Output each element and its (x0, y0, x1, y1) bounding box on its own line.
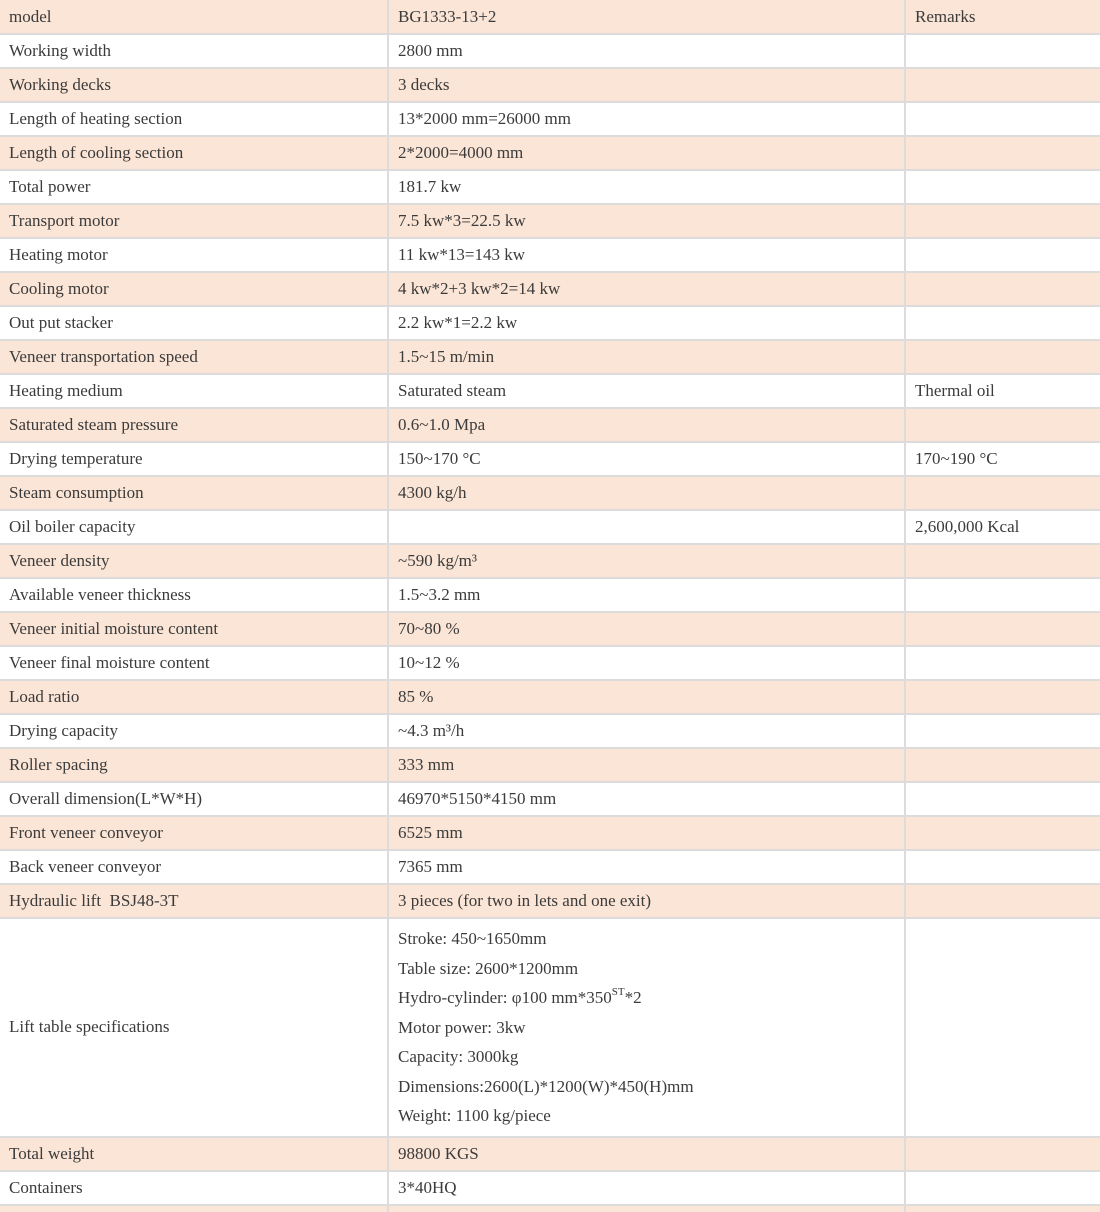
table-row (0, 272, 1100, 306)
table-row (0, 340, 1100, 374)
spec-name-cell: Saturated steam pressure (0, 408, 388, 442)
spec-name-cell: Veneer density (0, 544, 388, 578)
spec-remark-cell (905, 544, 1100, 578)
spec-value-cell: 181.7 kw (388, 170, 905, 204)
table-row (0, 816, 1100, 850)
spec-value-cell: 6525 mm (388, 816, 905, 850)
spec-name-cell: Cooling motor (0, 272, 388, 306)
lift-table-spec-line: Table size: 2600*1200mm (398, 958, 579, 978)
spec-name-cell (0, 1205, 388, 1212)
spec-name-cell: Length of heating section (0, 102, 388, 136)
spec-name-cell: Steam consumption (0, 476, 388, 510)
spec-name-cell: Veneer final moisture content (0, 646, 388, 680)
spec-name-cell: Drying capacity (0, 714, 388, 748)
spec-remark-cell (905, 714, 1100, 748)
table-row (0, 68, 1100, 102)
spec-name-cell: Working decks (0, 68, 388, 102)
lift-table-spec-line: Dimensions:2600(L)*1200(W)*450(H)mm (398, 1076, 694, 1096)
table-row (0, 204, 1100, 238)
spec-value-cell: 98800 KGS (388, 1137, 905, 1171)
table-row (0, 0, 1100, 34)
spec-value-cell (388, 918, 905, 1137)
table-row (0, 918, 1100, 1137)
spec-name-cell: Front veneer conveyor (0, 816, 388, 850)
superscript-text: ST (611, 986, 625, 999)
spec-remark-cell (905, 1137, 1100, 1171)
lift-table-spec-line: Stroke: 450~1650mm (398, 929, 547, 948)
spec-name-cell: Veneer transportation speed (0, 340, 388, 374)
spec-remark-cell: Thermal oil (905, 374, 1100, 408)
spec-remark-cell (905, 272, 1100, 306)
lift-table-spec-line: Weight: 1100 kg/piece (398, 1106, 551, 1125)
spec-value-cell: Saturated steam (388, 374, 905, 408)
table-row (0, 136, 1100, 170)
spec-value-cell: 85 % (388, 680, 905, 714)
spec-remark-cell (905, 1171, 1100, 1205)
spec-remark-cell (905, 884, 1100, 918)
spec-value-cell: 46970*5150*4150 mm (388, 782, 905, 816)
spec-name-cell: Length of cooling section (0, 136, 388, 170)
spec-value-cell: ~4.3 m³/h (388, 714, 905, 748)
spec-remark-cell (905, 816, 1100, 850)
spec-value-cell (388, 510, 905, 544)
spec-name-cell: Lift table specifications (0, 918, 388, 1137)
spec-remark-cell (905, 306, 1100, 340)
spec-name-cell: Back veneer conveyor (0, 850, 388, 884)
spec-value-cell: 3*40HQ (388, 1171, 905, 1205)
table-row (0, 408, 1100, 442)
lift-table-spec-line: Capacity: 3000kg (398, 1047, 519, 1066)
spec-remark-cell (905, 102, 1100, 136)
spec-remark-cell (905, 748, 1100, 782)
spec-remark-cell (905, 646, 1100, 680)
spec-remark-cell (905, 136, 1100, 170)
table-row (0, 612, 1100, 646)
spec-remark-cell (905, 612, 1100, 646)
spec-remark-cell (905, 1205, 1100, 1212)
spec-remark-cell (905, 340, 1100, 374)
table-row (0, 714, 1100, 748)
table-row (0, 1137, 1100, 1171)
spec-value-cell: 7365 mm (388, 850, 905, 884)
lift-table-spec-line: Motor power: 3kw (398, 1017, 526, 1037)
spec-name-cell: Veneer initial moisture content (0, 612, 388, 646)
table-row (0, 544, 1100, 578)
table-row (0, 884, 1100, 918)
spec-value-cell: 2800 mm (388, 34, 905, 68)
table-row (0, 646, 1100, 680)
spec-remark-cell (905, 238, 1100, 272)
lift-table-spec-line (398, 983, 895, 1013)
spec-value-cell: 3 pieces (for two in lets and one exit) (388, 884, 905, 918)
table-row (0, 1205, 1100, 1212)
spec-value-cell: 0.6~1.0 Mpa (388, 408, 905, 442)
spec-name-cell: Total power (0, 170, 388, 204)
spec-remark-cell (905, 408, 1100, 442)
spec-value-cell: 70~80 % (388, 612, 905, 646)
spec-name-cell: Load ratio (0, 680, 388, 714)
spec-remark-cell (905, 476, 1100, 510)
table-row (0, 102, 1100, 136)
spec-remark-cell (905, 170, 1100, 204)
spec-name-cell: Heating motor (0, 238, 388, 272)
spec-remark-cell (905, 204, 1100, 238)
spec-name-cell: Hydraulic lift BSJ48-3T (0, 884, 388, 918)
spec-value-cell: 333 mm (388, 748, 905, 782)
spec-value-cell: BG1333-13+2 (388, 0, 905, 34)
table-row (0, 748, 1100, 782)
spec-value-cell: 2.2 kw*1=2.2 kw (388, 306, 905, 340)
spec-name-cell: Overall dimension(L*W*H) (0, 782, 388, 816)
line-text: Hydro-cylinder: φ100 mm*350 (398, 988, 612, 1007)
spec-remark-cell (905, 68, 1100, 102)
spec-value-cell: 2*2000=4000 mm (388, 136, 905, 170)
spec-value-cell: 1.5~3.2 mm (388, 578, 905, 612)
table-row (0, 680, 1100, 714)
spec-remark-cell (905, 918, 1100, 1137)
line-text: *2 (624, 988, 642, 1007)
spec-name-cell: Total weight (0, 1137, 388, 1171)
table-row (0, 476, 1100, 510)
spec-value-cell (388, 1205, 905, 1212)
spec-remark-cell: Remarks (905, 0, 1100, 34)
table-row (0, 34, 1100, 68)
spec-name-cell: Roller spacing (0, 748, 388, 782)
spec-remark-cell (905, 680, 1100, 714)
spec-name-cell: Containers (0, 1171, 388, 1205)
table-row (0, 170, 1100, 204)
spec-remark-cell (905, 782, 1100, 816)
spec-value-cell: 7.5 kw*3=22.5 kw (388, 204, 905, 238)
spec-remark-cell (905, 34, 1100, 68)
table-row (0, 510, 1100, 544)
spec-value-cell: 4 kw*2+3 kw*2=14 kw (388, 272, 905, 306)
table-row (0, 1171, 1100, 1205)
spec-name-cell: Oil boiler capacity (0, 510, 388, 544)
spec-value-cell: 4300 kg/h (388, 476, 905, 510)
spec-name-cell: Out put stacker (0, 306, 388, 340)
spec-value-cell: 150~170 °C (388, 442, 905, 476)
table-row (0, 578, 1100, 612)
table-row (0, 374, 1100, 408)
table-row (0, 306, 1100, 340)
spec-value-cell: ~590 kg/m³ (388, 544, 905, 578)
spec-name-cell: Transport motor (0, 204, 388, 238)
spec-remark-cell: 2,600,000 Kcal (905, 510, 1100, 544)
spec-value-cell: 13*2000 mm=26000 mm (388, 102, 905, 136)
spec-value-cell: 1.5~15 m/min (388, 340, 905, 374)
spec-name-cell: model (0, 0, 388, 34)
spec-value-cell: 3 decks (388, 68, 905, 102)
spec-name-cell: Available veneer thickness (0, 578, 388, 612)
spec-remark-cell (905, 578, 1100, 612)
table-row (0, 238, 1100, 272)
spec-name-cell: Working width (0, 34, 388, 68)
spec-name-cell: Heating medium (0, 374, 388, 408)
table-row (0, 782, 1100, 816)
spec-value-cell: 10~12 % (388, 646, 905, 680)
spec-remark-cell (905, 850, 1100, 884)
spec-value-cell: 11 kw*13=143 kw (388, 238, 905, 272)
table-row (0, 442, 1100, 476)
table-row (0, 850, 1100, 884)
spec-name-cell: Drying temperature (0, 442, 388, 476)
spec-remark-cell: 170~190 °C (905, 442, 1100, 476)
